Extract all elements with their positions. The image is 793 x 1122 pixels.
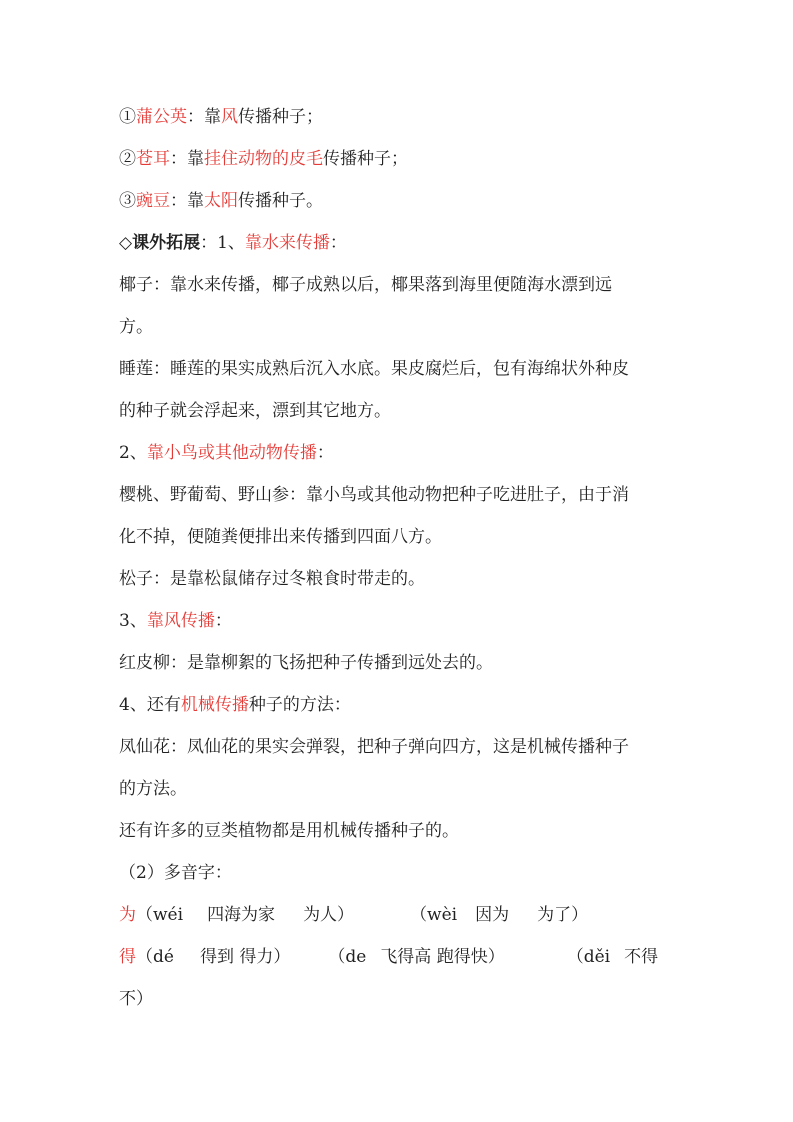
line-cocklebur [119,148,408,170]
text: ：1、 [200,233,245,253]
pinyin: （dé [136,947,174,967]
paragraph-line: 凤仙花：凤仙花的果实会弹裂，把种子弹向四方，这是机械传播种子 [119,737,629,757]
polyphone-char: 得 [119,947,136,967]
example-word: 得到 得力） [199,947,291,967]
paragraph-line: 方。 [119,317,153,337]
text: 传播种子； [323,149,408,169]
paragraph-line: 还有许多的豆类植物都是用机械传播种子的。 [119,821,459,841]
paragraph-line: 的种子就会浮起来，漂到其它地方。 [119,401,391,421]
polyphone-char: 为 [119,905,136,925]
section-heading-polyphones: （2）多音字： [119,863,232,883]
text: 4、还有 [119,695,181,715]
text: 传播种子； [238,107,323,127]
example-word: 为人） [303,905,355,925]
term-pea: 豌豆 [136,191,170,211]
polyphone-wei [119,904,588,926]
line-mechanical-heading [119,694,351,716]
term-animal-dispersal: 靠小鸟或其他动物传播 [146,443,317,463]
line-extension-heading [119,232,347,254]
paragraph-line: 松子：是靠松鼠储存过冬粮食时带走的。 [119,569,425,589]
paragraph-line: 红皮柳：是靠柳絮的飞扬把种子传播到远处去的。 [119,653,493,673]
example-word: 因为 [475,905,510,925]
text: ： [316,443,334,463]
pinyin: （wéi [136,905,184,925]
text: ：靠 [170,149,204,169]
term-sun: 太阳 [204,191,238,211]
text: ：靠 [170,191,204,211]
circled-number-2: ② [119,149,136,169]
term-water-dispersal: 靠水来传播 [244,233,330,253]
section-heading: ◇课外拓展 [119,233,201,253]
term-dandelion: 蒲公英 [136,107,187,127]
paragraph-line: 椰子：靠水来传播，椰子成熟以后，椰果落到海里便随海水漂到远 [119,275,612,295]
line-pea [119,190,323,212]
example-word: 四海为家 [207,905,276,925]
paragraph-line: 睡莲：睡莲的果实成熟后沉入水底。果皮腐烂后，包有海绵状外种皮 [119,359,629,379]
term-mechanical-dispersal: 机械传播 [180,695,249,715]
line-dandelion [119,106,323,128]
example-word: 不得 [624,947,659,967]
paragraph-line: 不） [119,989,153,1009]
line-wind-heading [119,610,232,632]
text: ： [329,233,347,253]
line-animal-heading [119,442,334,464]
term-animal-fur: 挂住动物的皮毛 [204,149,323,169]
paragraph-line: 化不掉，便随粪便排出来传播到四面八方。 [119,527,442,547]
example-word: 为了） [537,905,589,925]
term-wind-dispersal: 靠风传播 [146,611,215,631]
term-wind: 风 [221,107,238,127]
pinyin: （wèi [410,905,458,925]
pinyin: （de [328,947,367,967]
term-cocklebur: 苍耳 [136,149,170,169]
text: 3、 [119,611,147,631]
paragraph-line: 樱桃、野葡萄、野山参：靠小鸟或其他动物把种子吃进肚子，由于消 [119,485,629,505]
text: ：靠 [187,107,221,127]
text: 传播种子。 [238,191,323,211]
text: 2、 [119,443,147,463]
text: ： [214,611,232,631]
circled-number-1: ① [119,107,136,127]
circled-number-3: ③ [119,191,136,211]
paragraph-line: 的方法。 [119,779,187,799]
example-word: 飞得高 跑得快） [380,947,505,967]
pinyin: （děi [566,947,611,967]
polyphone-de [119,946,658,968]
text: 种子的方法： [248,695,351,715]
